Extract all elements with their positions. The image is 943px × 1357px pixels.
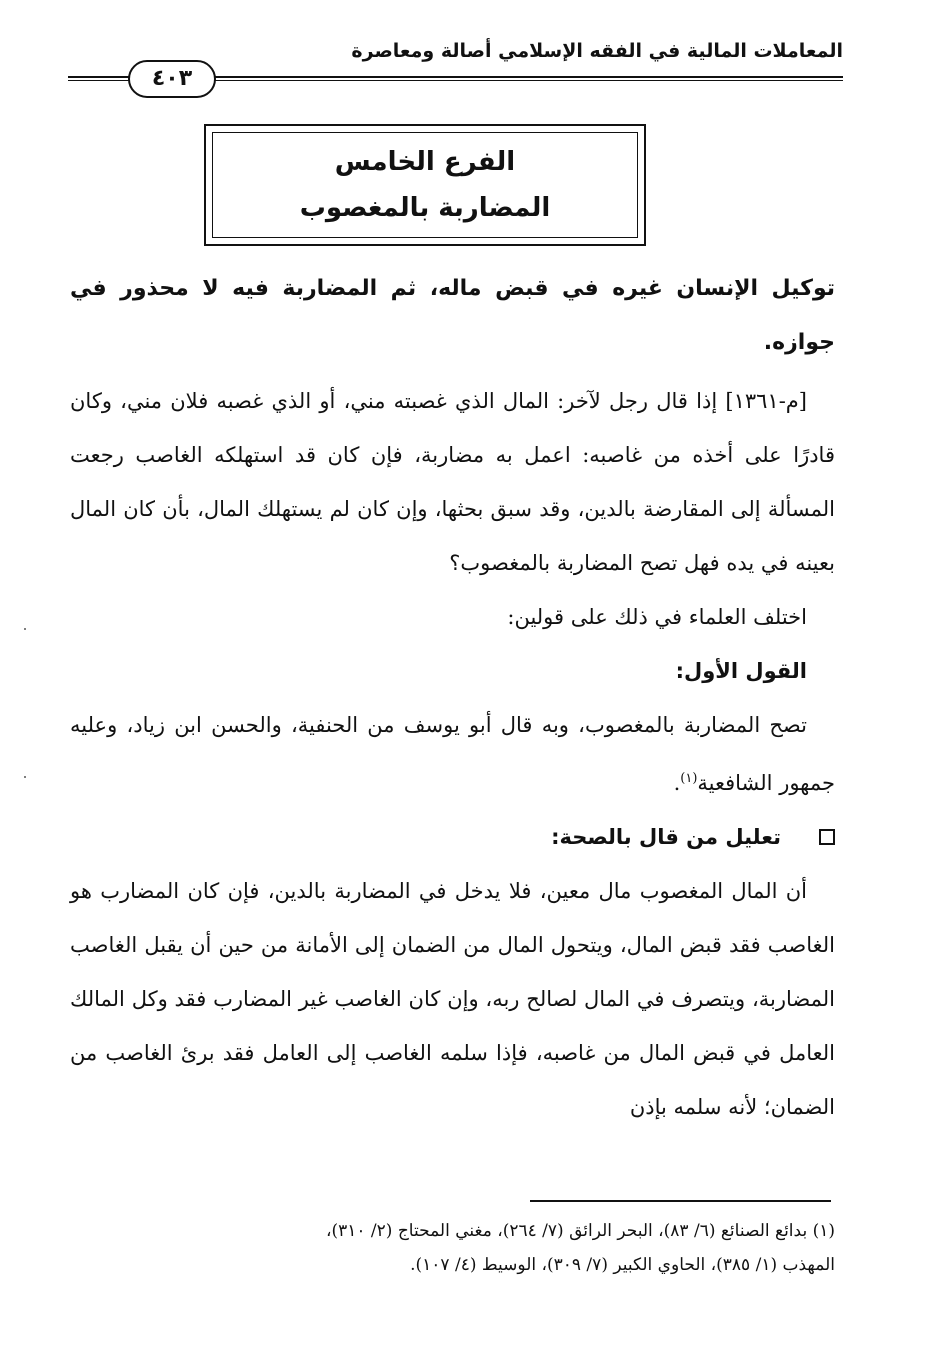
- lead-paragraph: توكيل الإنسان غيره في قبض ماله، ثم المضاربة فيه لا محذور في جوازه.: [70, 276, 835, 355]
- footnote-line-1: (١) بدائع الصنائع (٦/ ٨٣)، البحر الرائق (٧/ ٢٦٤)، مغني المحتاج (٢/ ٣١٠)،: [325, 1221, 835, 1241]
- footnote-ref[interactable]: (١): [680, 771, 698, 786]
- footnotes: [100, 1214, 835, 1282]
- paragraph-first-opinion: [70, 698, 835, 810]
- paragraph-issue: [م-١٣٦١] إذا قال رجل لآخر: المال الذي غصبته مني، أو الذي غصبه فلان مني، وكان قادرًا على أخذه من غاصبه: اعمل به مضاربة، فإن كان قد استهلكه الغاصب رجعت المسألة إلى المقارضة بالدين، وقد سبق بحثها، وإن كان لم يستهلك المال، بأن كان المال بعينه في يده فهل تصح المضاربة بالمغصوب؟: [70, 389, 835, 575]
- paragraph-justification: أن المال المغصوب مال معين، فلا يدخل في المضاربة بالدين، فإن كان المضارب هو الغاصب فقد قبض المال، ويتحول المال من الضمان إلى الأمانة من حين أن يقبل الغاصب المضاربة، ويتصرف في المال لصالح ربه، وإن كان الغاصب غير المضارب فقد وكل المالك العامل في قبض المال من غاصبه، فإذا سلمه الغاصب إلى العامل فقد برئ الغاصب من الضمان؛ لأنه سلمه بإذن: [70, 879, 835, 1119]
- scan-speck: [24, 776, 26, 778]
- paragraph-disagreement: اختلف العلماء في ذلك على قولين:: [507, 605, 807, 629]
- scan-speck: [24, 628, 26, 630]
- heading-first-opinion: القول الأول:: [675, 659, 807, 683]
- first-opinion-text: تصح المضاربة بالمغصوب، وبه قال أبو يوسف من الحنفية، والحسن ابن زياد، وعليه جمهور الشافعية: [70, 713, 835, 795]
- section-title-inner-frame: [212, 132, 638, 238]
- footnote-line-2: المهذب (١/ ٣٨٥)، الحاوي الكبير (٧/ ٣٠٩)، الوسيط (٤/ ١٠٧).: [410, 1255, 835, 1275]
- square-bullet-icon: [819, 829, 835, 845]
- first-opinion-end: .: [673, 771, 681, 795]
- section-title-frame: [204, 124, 646, 246]
- body-text: [70, 262, 835, 1134]
- heading-justification-text: تعليل من قال بالصحة:: [551, 825, 781, 849]
- heading-justification: [70, 810, 835, 864]
- running-header-title: المعاملات المالية في الفقه الإسلامي أصالة ومعاصرة: [351, 40, 843, 62]
- section-title: المضاربة بالمغصوب: [299, 193, 551, 223]
- section-subtitle: الفرع الخامس: [334, 147, 516, 177]
- footnote-rule: [530, 1200, 831, 1202]
- page-number: ٤٠٣: [128, 60, 216, 98]
